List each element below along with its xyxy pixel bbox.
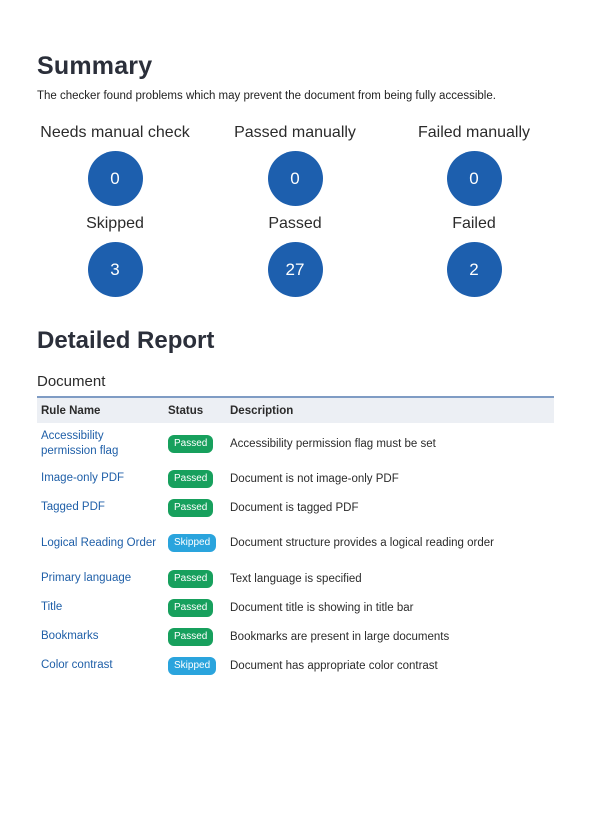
- stat-passed-manually: [205, 123, 385, 206]
- stat-count-circle: 3: [88, 242, 143, 297]
- table-row: [37, 651, 554, 680]
- rule-link[interactable]: Tagged PDF: [41, 501, 105, 513]
- status-badge: Skipped: [168, 534, 216, 552]
- stat-needs-manual-check: [25, 123, 205, 206]
- column-header-description: Description: [226, 397, 554, 423]
- status-cell: [164, 593, 226, 622]
- rule-link[interactable]: Color contrast: [41, 659, 113, 671]
- summary-description: The checker found problems which may prevent the document from being fully accessible.: [37, 90, 496, 102]
- status-badge: Passed: [168, 628, 213, 646]
- stat-passed: [205, 214, 385, 297]
- table-row: [37, 423, 554, 464]
- stat-count-circle: 0: [447, 151, 502, 206]
- status-cell: [164, 464, 226, 493]
- stat-label: Failed manually: [417, 124, 531, 141]
- stat-count-circle: 27: [268, 242, 323, 297]
- stat-count-circle: 0: [268, 151, 323, 206]
- table-row: [37, 464, 554, 493]
- status-cell: [164, 493, 226, 522]
- rule-description: Bookmarks are present in large documents: [230, 630, 450, 643]
- rule-link[interactable]: Title: [41, 601, 63, 613]
- rule-link[interactable]: Bookmarks: [41, 630, 99, 642]
- rule-description: Document has appropriate color contrast: [230, 659, 438, 672]
- status-badge: Passed: [168, 470, 213, 488]
- rule-link[interactable]: Accessibility permission flag: [41, 429, 119, 457]
- rule-description: Document is tagged PDF: [230, 501, 359, 514]
- rule-description: Accessibility permission flag must be set: [230, 437, 436, 450]
- column-header-rule-name: Rule Name: [37, 397, 164, 423]
- report-table: [37, 396, 554, 680]
- rule-description: Document title is showing in title bar: [230, 601, 414, 614]
- status-cell: [164, 622, 226, 651]
- status-cell: [164, 651, 226, 680]
- rule-link[interactable]: Image-only PDF: [41, 472, 125, 484]
- stat-failed: [384, 214, 564, 297]
- section-label-document: Document: [37, 373, 106, 390]
- status-cell: [164, 423, 226, 464]
- table-row: [37, 522, 554, 564]
- table-row: [37, 593, 554, 622]
- status-badge: Passed: [168, 499, 213, 517]
- status-badge: Skipped: [168, 657, 216, 675]
- status-badge: Passed: [168, 599, 213, 617]
- table-row: [37, 564, 554, 593]
- stat-label: Needs manual check: [40, 124, 190, 141]
- status-badge: Passed: [168, 435, 213, 453]
- status-cell: [164, 564, 226, 593]
- stat-label: Passed manually: [234, 124, 356, 141]
- stat-skipped: [25, 214, 205, 297]
- rule-description: Document is not image-only PDF: [230, 472, 399, 485]
- rule-description: Text language is specified: [230, 572, 362, 585]
- stat-label: Skipped: [86, 215, 144, 232]
- table-row: [37, 622, 554, 651]
- status-badge: Passed: [168, 570, 213, 588]
- stat-failed-manually: [384, 123, 564, 206]
- stat-label: Passed: [268, 215, 322, 232]
- stat-count-circle: 2: [447, 242, 502, 297]
- stat-count-circle: 0: [88, 151, 143, 206]
- table-row: [37, 493, 554, 522]
- rule-link[interactable]: Primary language: [41, 572, 132, 584]
- table-header-row: [37, 397, 554, 423]
- rule-link[interactable]: Logical Reading Order: [41, 536, 157, 549]
- column-header-status: Status: [164, 397, 226, 423]
- summary-title: Summary: [37, 52, 153, 80]
- detailed-report-title: Detailed Report: [37, 327, 215, 354]
- status-cell: [164, 522, 226, 564]
- stat-label: Failed: [452, 215, 496, 232]
- rule-description: Document structure provides a logical reading order: [230, 537, 494, 549]
